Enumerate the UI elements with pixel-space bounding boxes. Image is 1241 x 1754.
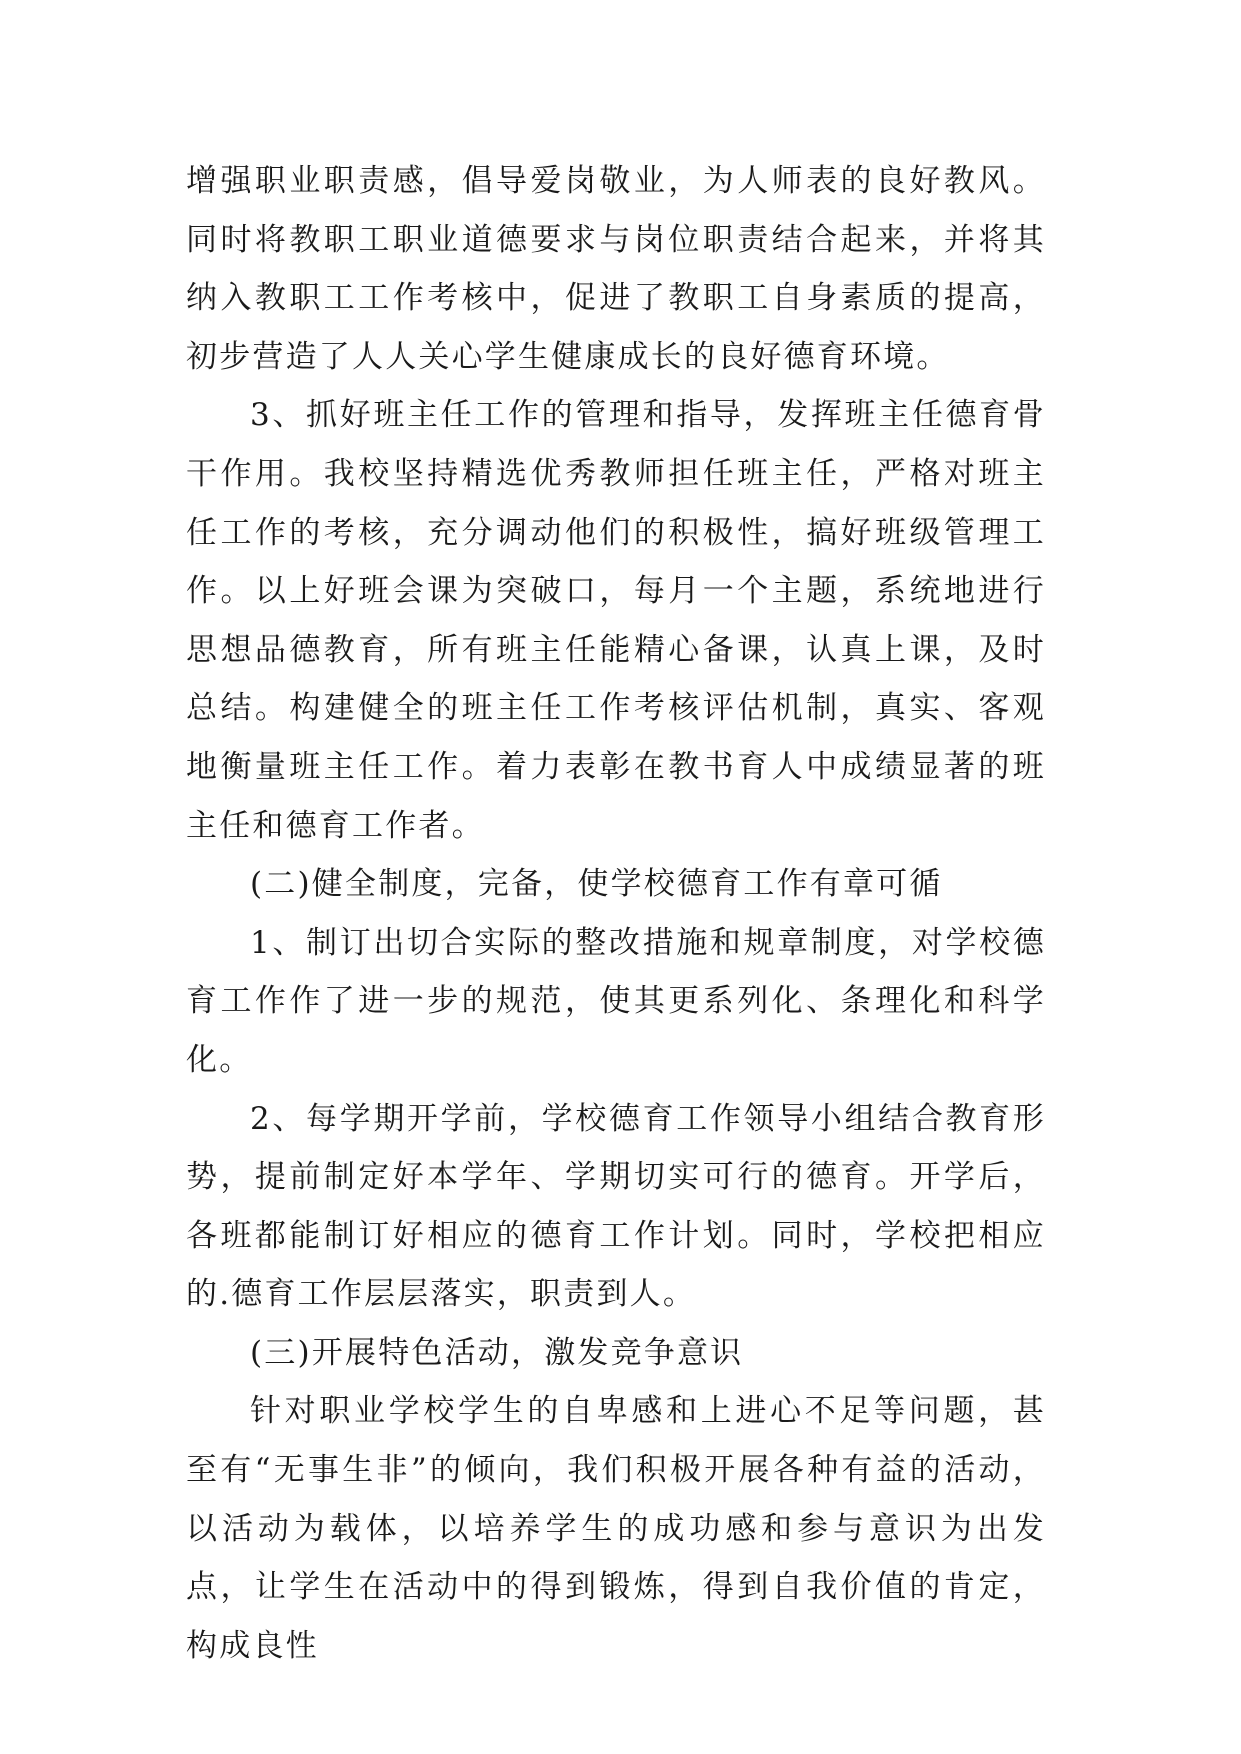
section-heading-2: (二)健全制度，完备，使学校德育工作有章可循 xyxy=(250,866,943,903)
paragraph-rules-1: 1、制订出切合实际的整改措施和规章制度，对学校德育工作作了进一步的规范，使其更系列化、条理化和科学化。 xyxy=(186,924,1046,1078)
section-heading-3: (三)开展特色活动，激发竞争意识 xyxy=(250,1334,744,1371)
paragraph-class-teacher-management: 3、抓好班主任工作的管理和指导，发挥班主任德育骨干作用。我校坚持精选优秀教师担任班主任，严格对班主任工作的考核，充分调动他们的积极性，搞好班级管理工作。以上好班会课为突破口，每月一个主题，系统地进行思想品德教育，所有班主任能精心备课，认真上课，及时总结。构建健全的班主任工作考核评估机制，真实、客观地衡量班主任工作。着力表彰在教书育人中成绩显著的班主任和德育工作者。 xyxy=(186,397,1046,844)
paragraph-teacher-ethics: 增强职业职责感，倡导爱岗敬业，为人师表的良好教风。同时将教职工职业道德要求与岗位职责结合起来，并将其纳入教职工工作考核中，促进了教职工自身素质的提高，初步营造了人人关心学生健康成长的良好德育环境。 xyxy=(186,163,1046,375)
paragraph-rules-2: 2、每学期开学前，学校德育工作领导小组结合教育形势，提前制定好本学年、学期切实可行的德育。开学后，各班都能制订好相应的德育工作计划。同时，学校把相应的.德育工作层层落实，职责到人。 xyxy=(186,1100,1046,1313)
document-body xyxy=(186,152,1046,1675)
paragraph-activities: 针对职业学校学生的自卑感和上进心不足等问题，甚至有“无事生非”的倾向，我们积极开展各种有益的活动，以活动为载体，以培养学生的成功感和参与意识为出发点，让学生在活动中的得到锻炼，得到自我价值的肯定，构成良性 xyxy=(186,1393,1046,1664)
